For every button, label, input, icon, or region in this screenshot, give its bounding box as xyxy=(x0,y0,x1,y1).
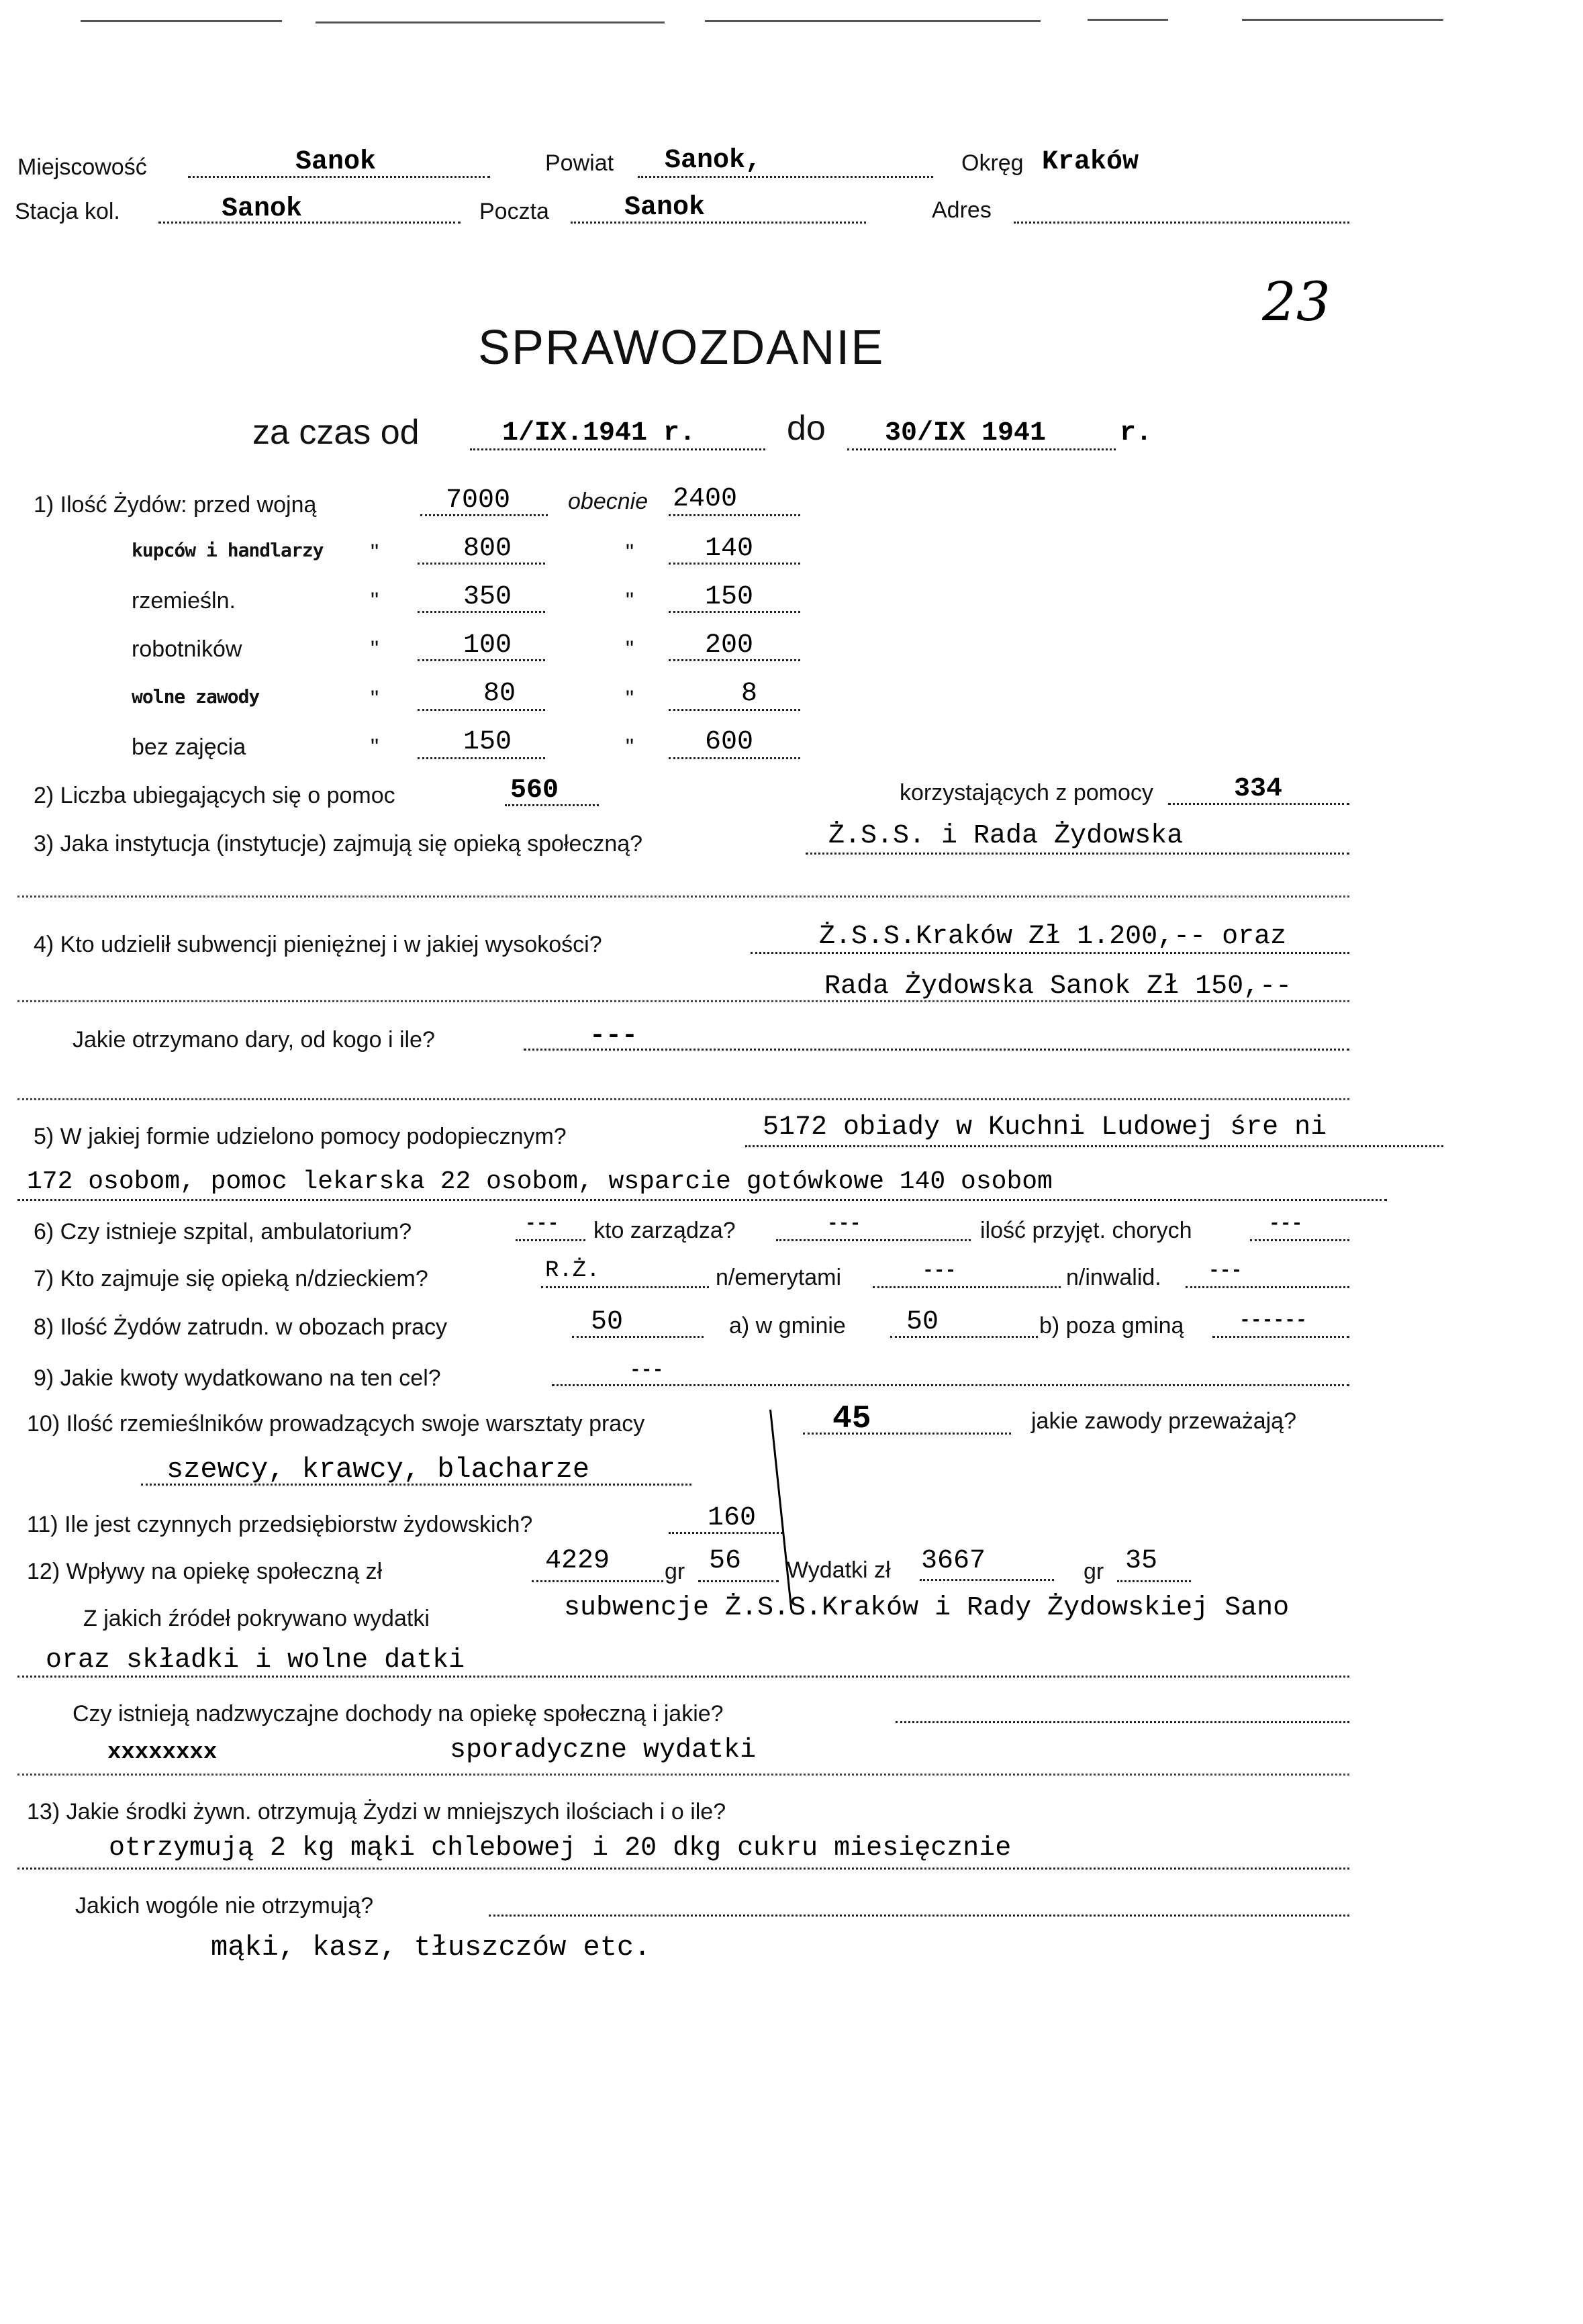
q13-wogole-label: Jakich wogóle nie otrzymują? xyxy=(75,1893,374,1919)
q1-row-now-line xyxy=(669,757,800,759)
powiat-line xyxy=(638,176,933,178)
q12-wydatki-gr: 35 xyxy=(1125,1546,1158,1576)
q8-b-label: b) poza gminą xyxy=(1039,1313,1184,1339)
ditto-mark: " xyxy=(371,588,379,614)
q12-zrodla-label: Z jakich źródeł pokrywano wydatki xyxy=(83,1606,430,1631)
q11-label: 11) Ile jest czynnych przedsiębiorstw żydowskich? xyxy=(27,1512,533,1537)
q1-row-before-line xyxy=(418,757,545,759)
q4-line1 xyxy=(751,952,1349,954)
poczta-line xyxy=(571,222,866,224)
q4-line1: Ż.S.S.Kraków Zł 1.200,-- oraz xyxy=(819,922,1287,952)
period-to: 30/IX 1941 xyxy=(885,418,1047,448)
q6-value: --- xyxy=(525,1214,559,1234)
q8-label: 8) Ilość Żydów zatrudn. w obozach pracy xyxy=(34,1314,448,1340)
q7-emeryt-value: --- xyxy=(922,1261,957,1281)
q7-label: 7) Kto zajmuje się opieką n/dzieckiem? xyxy=(34,1266,428,1292)
q1-row-now: 140 xyxy=(705,534,754,564)
q12-dochody-label: Czy istnieją nadzwyczajne dochody na opiekę społeczną i jakie? xyxy=(73,1701,724,1727)
q4-line2: Rada Żydowska Sanok Zł 150,-- xyxy=(824,971,1292,1002)
q12-wydatki-gr-line xyxy=(1117,1580,1191,1582)
q7-emeryt-label: n/emerytami xyxy=(716,1265,842,1290)
q2-value: 560 xyxy=(510,775,559,806)
q8-b-value: ------ xyxy=(1239,1310,1307,1331)
q1-row-before: 800 xyxy=(463,534,512,564)
q1-row-now: 8 xyxy=(741,679,758,709)
q12-zl: 4229 xyxy=(545,1546,610,1576)
q12-dochody-value: sporadyczne wydatki xyxy=(450,1735,757,1765)
q7-line xyxy=(541,1286,709,1288)
q1-row-before: 100 xyxy=(463,630,512,661)
okreg-value: Kraków xyxy=(1042,147,1139,177)
q12-gr-label: gr xyxy=(665,1559,685,1584)
q9-line xyxy=(552,1384,1349,1386)
q6-ilosc-value: --- xyxy=(1269,1214,1303,1234)
q1-row-label: rzemieśln. xyxy=(132,588,236,614)
miejscowosc-value: Sanok xyxy=(295,147,377,177)
q8-a-value: 50 xyxy=(906,1307,939,1337)
ditto-mark: " xyxy=(626,686,634,712)
period-suffix: r. xyxy=(1120,418,1153,448)
q1-before: 7000 xyxy=(446,485,511,516)
q4-dary-line xyxy=(524,1049,1349,1051)
q5-line2 xyxy=(17,1199,1387,1201)
q12-gr: 56 xyxy=(709,1546,742,1576)
q12-zl-line xyxy=(532,1580,663,1582)
q1-row-label: robotników xyxy=(132,636,242,662)
adres-line xyxy=(1014,222,1349,224)
q10-zawody-value: szewcy, krawcy, blacharze xyxy=(166,1453,590,1486)
ditto-mark: " xyxy=(626,540,634,565)
adres-label: Adres xyxy=(932,197,992,223)
q8-value: 50 xyxy=(591,1307,624,1337)
q1-row-before: 150 xyxy=(463,727,512,757)
q6-kto-value: --- xyxy=(827,1214,861,1234)
q13-wogole-value: mąki, kasz, tłuszczów etc. xyxy=(211,1931,651,1964)
period-prefix: za czas od xyxy=(252,413,420,452)
q1-label: 1) Ilość Żydów: przed wojną xyxy=(34,492,317,518)
q2-korzystajacych-value: 334 xyxy=(1234,774,1283,804)
q4-dary-value: --- xyxy=(589,1021,638,1051)
q1-row-now: 600 xyxy=(705,727,754,757)
ditto-mark: " xyxy=(371,686,379,712)
period-do-label: do xyxy=(787,409,826,448)
document-title: SPRAWOZDANIE xyxy=(478,321,885,375)
top-edge-line xyxy=(316,21,665,23)
q9-value: --- xyxy=(630,1360,664,1381)
page-number: 23 xyxy=(1262,271,1331,333)
q1-row-before-line xyxy=(418,709,545,711)
q4-label: 4) Kto udzielił subwencji pieniężnej i w jakiej wysokości? xyxy=(34,932,602,957)
q12-dochody-line xyxy=(896,1721,1349,1723)
q1-row-label: wolne zawody xyxy=(132,685,260,708)
q5-line2: 172 osobom, pomoc lekarska 22 osobom, wsparcie gotówkowe 140 osobom xyxy=(27,1167,1053,1196)
top-edge-line xyxy=(705,20,1041,22)
q1-row-now-line xyxy=(669,709,800,711)
powiat-label: Powiat xyxy=(545,150,614,176)
q5-line1 xyxy=(745,1145,1443,1147)
top-edge-line xyxy=(1088,19,1168,21)
q4-continuation-line xyxy=(17,1098,1349,1100)
q10-zawody-label: jakie zawody przeważają? xyxy=(1031,1408,1296,1434)
q1-row-label: kupców i handlarzy xyxy=(132,539,324,561)
q7-value: R.Ż. xyxy=(545,1258,600,1284)
ditto-mark: " xyxy=(626,636,634,662)
q12-continuation-line xyxy=(17,1774,1349,1776)
q6-ilosc-line xyxy=(1250,1239,1349,1241)
q12-wydatki-line xyxy=(920,1579,1054,1581)
ditto-mark: " xyxy=(626,588,634,614)
q13-value: otrzymują 2 kg mąki chlebowej i 20 dkg cukru miesięcznie xyxy=(109,1833,1012,1863)
q1-row-before: 350 xyxy=(463,582,512,612)
q12-wydatki-zl: 3667 xyxy=(921,1546,986,1576)
q1-row-before: 80 xyxy=(483,679,516,709)
q10-value: 45 xyxy=(832,1401,871,1437)
q1-row-label: bez zajęcia xyxy=(132,734,246,760)
q6-label: 6) Czy istnieje szpital, ambulatorium? xyxy=(34,1219,412,1245)
ditto-mark: " xyxy=(371,734,379,760)
top-edge-line xyxy=(81,20,282,22)
q6-line xyxy=(516,1239,585,1241)
q4-dary-label: Jakie otrzymano dary, od kogo i ile? xyxy=(73,1027,435,1053)
ditto-mark: " xyxy=(371,540,379,565)
q3-label: 3) Jaka instytucja (instytucje) zajmują się opieką społeczną? xyxy=(34,831,643,857)
q12-zrodla-line2-rule xyxy=(17,1676,1349,1678)
q12-zrodla-line2: oraz składki i wolne datki xyxy=(46,1645,465,1676)
period-from: 1/IX.1941 r. xyxy=(502,418,696,448)
q3-line xyxy=(806,853,1349,855)
powiat-value: Sanok, xyxy=(665,146,762,176)
poczta-label: Poczta xyxy=(479,199,549,224)
q13-label: 13) Jakie środki żywn. otrzymują Żydzi w mniejszych ilościach i o ile? xyxy=(27,1799,726,1825)
q7-emeryt-line xyxy=(873,1286,1061,1288)
q12-gr-line xyxy=(698,1580,779,1582)
period-to-line xyxy=(847,448,1116,450)
q8-a-label: a) w gminie xyxy=(729,1313,846,1339)
q13-wogole-line xyxy=(489,1915,1349,1917)
stacja-label: Stacja kol. xyxy=(15,199,120,224)
q1-row-now: 150 xyxy=(705,582,754,612)
q1-obecnie-label: obecnie xyxy=(568,489,649,514)
ditto-mark: " xyxy=(626,734,634,760)
q3-continuation-line xyxy=(17,895,1349,898)
top-edge-line xyxy=(1242,19,1443,21)
q2-korzystajacych-label: korzystających z pomocy xyxy=(900,780,1153,806)
q6-kto-line xyxy=(776,1239,971,1241)
ditto-mark: " xyxy=(371,636,379,662)
miejscowosc-label: Miejscowość xyxy=(17,154,147,180)
q11-value: 160 xyxy=(708,1503,757,1533)
okreg-label: Okręg xyxy=(961,150,1024,176)
q1-row-now: 200 xyxy=(705,630,754,661)
q12-struck-word: xxxxxxxx xyxy=(107,1740,218,1765)
stacja-value: Sanok xyxy=(222,194,303,224)
q7-inwalid-value: --- xyxy=(1208,1261,1243,1281)
q8-b-line xyxy=(1212,1336,1349,1338)
stacja-line xyxy=(158,222,461,224)
q6-kto-label: kto zarządza? xyxy=(593,1218,736,1243)
q6-ilosc-label: ilość przyjęt. chorych xyxy=(980,1218,1192,1243)
q12-wydatki-label: Wydatki zł xyxy=(787,1557,891,1583)
q2-label: 2) Liczba ubiegających się o pomoc xyxy=(34,783,395,808)
period-from-line xyxy=(470,448,765,450)
poczta-value: Sanok xyxy=(624,193,706,223)
q12-zrodla-line1: subwencje Ż.S.S.Kraków i Rady Żydowskiej Sano xyxy=(564,1593,1290,1623)
q10-label: 10) Ilość rzemieślników prowadzących swoje warsztaty pracy xyxy=(27,1411,645,1437)
q1-now-line xyxy=(669,514,800,516)
q1-now: 2400 xyxy=(673,484,738,514)
q5-line1: 5172 obiady w Kuchni Ludowej śre ni xyxy=(763,1112,1327,1143)
q12-wydatki-gr-label: gr xyxy=(1084,1559,1104,1584)
q7-inwalid-label: n/inwalid. xyxy=(1066,1265,1161,1290)
q13-value-line xyxy=(17,1868,1349,1870)
q3-value: Ż.S.S. i Rada Żydowska xyxy=(828,821,1184,851)
q5-label: 5) W jakiej formie udzielono pomocy podopiecznym? xyxy=(34,1124,567,1149)
q7-inwalid-line xyxy=(1186,1286,1349,1288)
q9-label: 9) Jakie kwoty wydatkowano na ten cel? xyxy=(34,1365,441,1391)
q12-label: 12) Wpływy na opiekę społeczną zł xyxy=(27,1559,383,1584)
